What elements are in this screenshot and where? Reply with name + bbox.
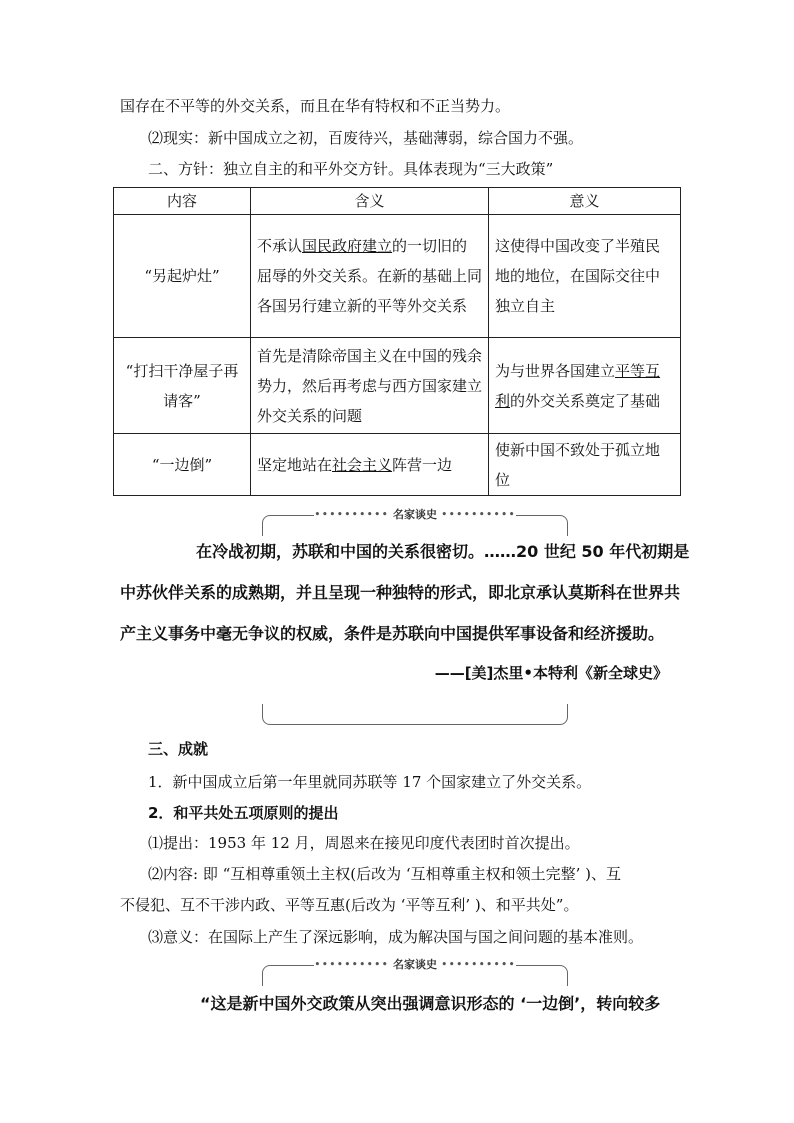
title-dots-left: ••••••••••: [314, 508, 389, 521]
policy-name-cell: “另起炉灶”: [114, 215, 251, 338]
section-heading-policy: 二、方针：独立自主的和平外交方针。具体表现为“三大政策”: [148, 160, 554, 178]
table-row: [114, 338, 681, 434]
meaning-text: 阵营一边: [392, 455, 453, 474]
policy-significance-cell: 使新中国不致处于孤立地位: [489, 434, 681, 496]
quote-line: 中苏伙伴关系的成熟期，并且呈现一种独特的形式，即北京承认莫斯科在世界共: [120, 583, 681, 602]
table-header: 意义: [489, 188, 681, 215]
historian-panel-bottom-frame: [262, 704, 568, 725]
significance-text: 的外交关系奠定了基础: [510, 391, 661, 410]
achievement-item-1: 1．新中国成立后第一年里就同苏联等 17 个国家建立了外交关系。: [148, 773, 592, 791]
policy-significance-cell: 这使得中国改变了半殖民地的地位，在国际交往中独立自主: [489, 215, 681, 338]
table-header-row: [114, 188, 681, 215]
table-row: [114, 434, 681, 496]
policy-meaning-cell: [251, 434, 489, 496]
table-row: [114, 215, 681, 338]
achievement-item-2: 2．和平共处五项原则的提出: [148, 804, 339, 822]
meaning-underlined-text: 社会主义: [332, 455, 393, 474]
policy-meaning-cell: [251, 215, 489, 338]
intro-line-1: 国存在不平等的外交关系，而且在华有特权和不正当势力。: [120, 97, 511, 115]
intro-line-2: ⑵现实：新中国成立之初，百废待兴，基础薄弱，综合国力不强。: [148, 129, 584, 147]
meaning-text: 不承认: [257, 237, 303, 255]
historian-panel-title: [263, 507, 567, 523]
quote-line: 在冷战初期，苏联和中国的关系很密切。……20 世纪 50 年代初期是: [196, 542, 690, 561]
three-policies-table: [113, 187, 681, 496]
title-dots-left: ••••••••••: [314, 958, 389, 971]
policy-meaning-cell: 首先是清除帝国主义在中国的残余势力，然后再考虑与西方国家建立外交关系的问题: [251, 338, 489, 434]
significance-text: 为与世界各国建立: [495, 361, 616, 380]
historian-panel-2-top-frame: [262, 958, 568, 986]
title-dots-right: ••••••••••: [441, 958, 516, 971]
section-heading-achievements: 三、成就: [148, 740, 209, 758]
principle-proposal: ⑴提出：1953 年 12 月，周恩来在接见印度代表团时首次提出。: [148, 834, 580, 852]
panel-title-text: 名家谈史: [389, 958, 441, 971]
policy-name-cell: “打扫干净屋子再请客”: [114, 338, 251, 434]
principle-content-line-1: ⑵内容: 即 “互相尊重领土主权(后改为 ‘互相尊重主权和领土完整’ )、互: [148, 865, 622, 883]
significance-underlined-text: 平等互利: [495, 361, 661, 410]
principle-significance: ⑶意义：在国际上产生了深远影响，成为解决国与国之间问题的基本准则。: [148, 928, 644, 946]
historian-panel-2-title: [263, 957, 567, 973]
table-header: 内容: [114, 188, 251, 215]
policy-name-cell: “一边倒”: [114, 434, 251, 496]
meaning-underlined-text: 国民政府建立: [302, 237, 393, 255]
title-dots-right: ••••••••••: [441, 508, 516, 521]
principle-content-line-2: 不侵犯、互不干涉内政、平等互惠(后改为 ‘平等互利’ )、和平共处”。: [120, 896, 579, 914]
policy-significance-cell: [489, 338, 681, 434]
meaning-text: 的一切旧的屈辱的外交关系。在新的基础上同各国另行建立新的平等外交关系: [257, 237, 483, 315]
quote-line: 产主义事务中毫无争议的权威，条件是苏联向中国提供军事设备和经济援助。: [120, 624, 665, 643]
meaning-text: 坚定地站在: [257, 455, 333, 474]
quote-source: ——[美]杰里•本特利《新全球史》: [434, 664, 668, 682]
quote-line: “这是新中国外交政策从突出强调意识形态的 ‘一边倒’，转向较多: [200, 994, 661, 1013]
panel-title-text: 名家谈史: [389, 508, 441, 521]
table-header: 含义: [251, 188, 489, 215]
historian-panel-top-frame: [262, 508, 568, 536]
